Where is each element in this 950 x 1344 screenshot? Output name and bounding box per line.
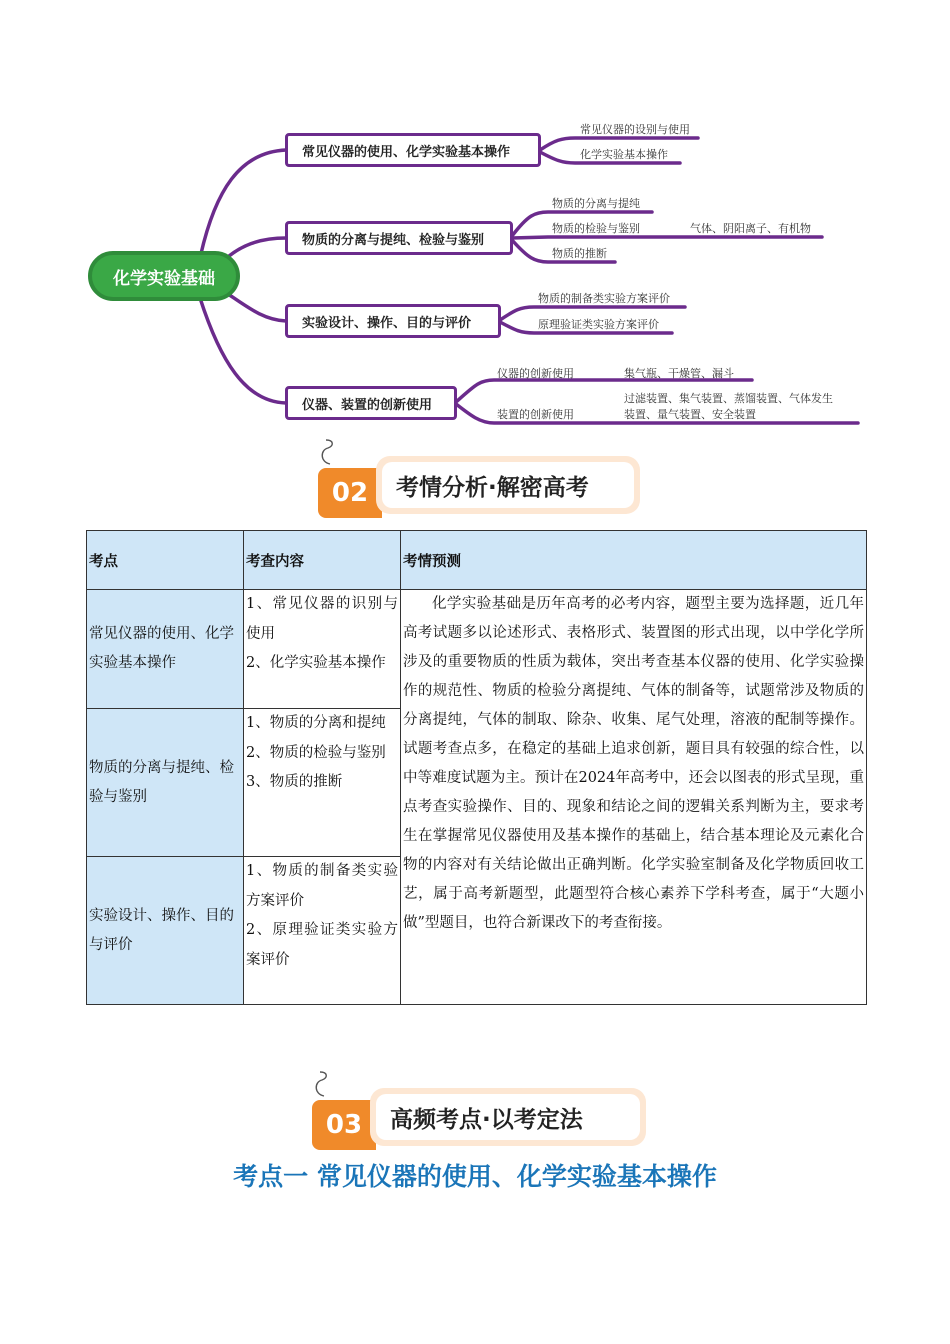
content-item: 1、物质的制备类实验方案评价	[246, 863, 398, 909]
mindmap-leaf: 常见仪器的设别与使用	[580, 123, 690, 136]
mindmap-leaf: 物质的分离与提纯	[552, 197, 640, 210]
table-header-cell: 考情预测	[401, 531, 867, 590]
mindmap-sub-leaf: 过滤装置、集气装置、蒸馏装置、气体发生	[624, 392, 833, 405]
exam-analysis-table	[86, 530, 867, 1005]
curl-ornament-icon	[318, 438, 338, 466]
mind-map	[0, 0, 950, 440]
section-label-frame	[370, 1088, 646, 1146]
section-banner-02	[318, 456, 640, 518]
topic-heading: 考点一 常见仪器的使用、化学实验基本操作	[233, 1162, 717, 1191]
forecast-cell	[401, 590, 867, 1005]
content-item: 2、物质的检验与鉴别	[246, 744, 386, 761]
mindmap-leaf: 物质的检验与鉴别	[552, 222, 640, 235]
mindmap-branch-4: 仪器、装置的创新使用	[285, 386, 457, 420]
content-cell	[244, 590, 401, 709]
topic-cell: 常见仪器的使用、化学实验基本操作	[87, 590, 244, 709]
mindmap-sub-leaf: 气体、阴阳离子、有机物	[690, 222, 811, 235]
forecast-text: 化学实验基础是历年高考的必考内容，题型主要为选择题，近几年高考试题多以论述形式、表格形式、装置图的形式出现，以中学化学所涉及的重要物质的性质为载体，突出考查基本仪器的使用、化学实验操作的规范性、物质的检验分离提纯、气体的制备等，试题常涉及物质的分离提纯，气体的制取、除杂、收集、尾气处理，溶液的配制等操作。试题考查点多，在稳定的基础上追求创新，题目具有较强的综合性，以中等难度试题为主。预计在2024年高考中，还会以图表的形式呈现，重点考查实验操作、目的、现象和结论之间的逻辑关系判断为主，要求考生在掌握常见仪器使用及基本操作的基础上，结合基本理论及元素化合物的内容对有关结论做出正确判断。化学实验室制备及化学物质回收工艺，属于高考新题型，此题型符合核心素养下学科考查，属于“大题小做”型题目，也符合新课改下的考查衔接。	[403, 596, 864, 931]
table-row	[87, 590, 867, 709]
mindmap-sub-leaf: 集气瓶、干燥管、漏斗	[624, 367, 734, 380]
mindmap-root: 化学实验基础	[88, 251, 240, 301]
mindmap-leaf: 装置的创新使用	[497, 408, 574, 421]
section-label-frame	[376, 456, 640, 514]
section-banner-03	[312, 1088, 646, 1150]
mindmap-branch-1: 常见仪器的使用、化学实验基本操作	[285, 133, 541, 167]
mindmap-leaf: 原理验证类实验方案评价	[538, 318, 659, 331]
section-title: 高频考点·以考定法	[376, 1094, 640, 1140]
content-cell	[244, 709, 401, 857]
table-header-cell: 考点	[87, 531, 244, 590]
topic-cell: 实验设计、操作、目的与评价	[87, 857, 244, 1005]
content-item: 1、常见仪器的识别与使用	[246, 596, 398, 642]
content-item: 2、原理验证类实验方案评价	[246, 922, 398, 968]
section-number: 02	[318, 468, 382, 518]
mindmap-branch-2: 物质的分离与提纯、检验与鉴别	[285, 221, 513, 255]
section-number: 03	[312, 1100, 376, 1150]
table-header-cell: 考查内容	[244, 531, 401, 590]
table-header-row	[87, 531, 867, 590]
mindmap-branch-3: 实验设计、操作、目的与评价	[285, 304, 501, 338]
mindmap-sub-leaf: 装置、量气装置、安全装置	[624, 408, 756, 421]
content-item: 1、物质的分离和提纯	[246, 715, 386, 731]
mindmap-leaf: 仪器的创新使用	[497, 367, 574, 380]
mindmap-leaf: 物质的推断	[552, 247, 607, 260]
mindmap-leaf: 物质的制备类实验方案评价	[538, 292, 670, 305]
section-title: 考情分析·解密高考	[382, 462, 634, 508]
content-cell	[244, 857, 401, 1005]
content-item: 3、物质的推断	[246, 774, 343, 790]
content-item: 2、化学实验基本操作	[246, 655, 386, 671]
topic-cell: 物质的分离与提纯、检验与鉴别	[87, 709, 244, 857]
curl-ornament-icon	[312, 1070, 332, 1098]
mindmap-leaf: 化学实验基本操作	[580, 148, 668, 161]
